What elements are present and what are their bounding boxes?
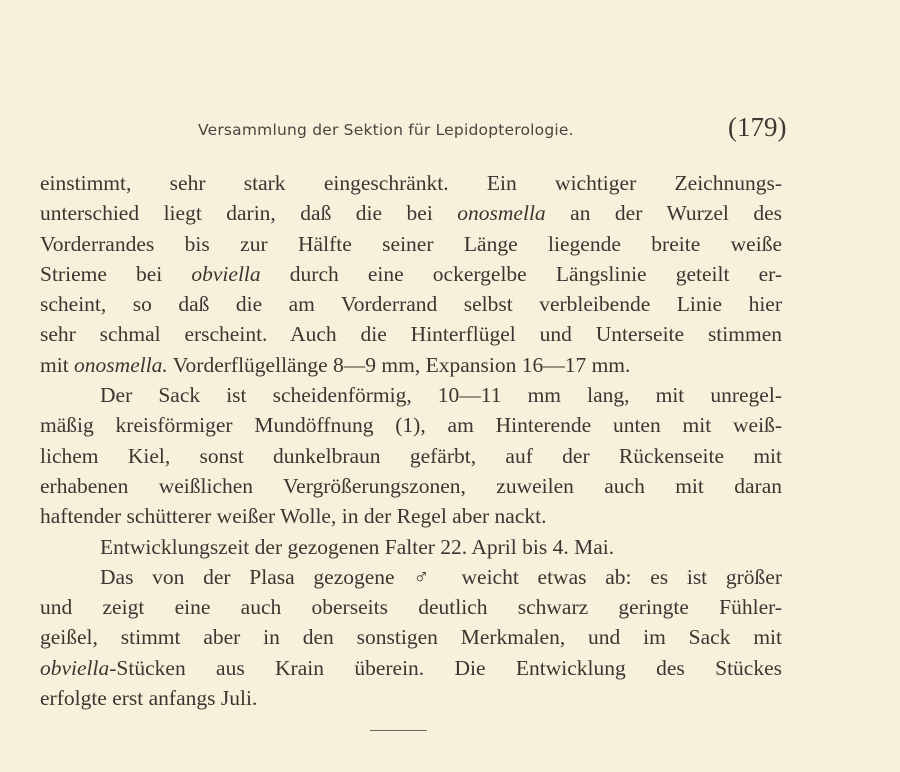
text-line	[40, 471, 782, 501]
text-run: haftender schütterer weißer Wolle, in der Regel aber nackt.	[40, 504, 547, 529]
text-run: erfolgte erst anfangs Juli.	[40, 686, 258, 711]
text-run: geißel, stimmt aber in den sonstigen Merkmalen, und im Sack mit	[40, 625, 782, 650]
text-run: sehr schmal erscheint. Auch die Hinterflügel und Unterseite stimmen	[40, 322, 782, 347]
italic-term: obviella	[191, 261, 261, 286]
text-line	[40, 622, 782, 652]
closing-rule	[370, 730, 427, 731]
text-run: unterschied liegt darin, daß die bei	[40, 201, 458, 226]
text-line	[40, 319, 782, 349]
text-run: mäßig kreisförmiger Mundöffnung (1), am Hinterende unten mit weiß-	[40, 413, 782, 438]
text-line	[40, 198, 782, 228]
text-line	[40, 441, 782, 471]
text-run: lichem Kiel, sonst dunkelbraun gefärbt, auf der Rückenseite mit	[40, 443, 782, 468]
text-line	[40, 289, 782, 319]
text-line	[40, 259, 782, 289]
text-run: erhabenen weißlichen Vergrößerungszonen, zuweilen auch mit daran	[40, 473, 782, 498]
text-run: mit	[40, 352, 75, 377]
text-run: Vorderrandes bis zur Hälfte seiner Länge liegende breite weiße	[40, 231, 782, 256]
text-run: Strieme bei	[40, 261, 192, 286]
text-run: einstimmt, sehr stark eingeschränkt. Ein wichtiger Zeichnungs-	[40, 171, 782, 195]
text-line	[40, 653, 782, 683]
italic-term: onosmella.	[74, 352, 168, 377]
page-number: (179)	[728, 112, 787, 142]
text-run: durch eine ockergelbe Längslinie geteilt er-	[260, 261, 782, 286]
text-line	[40, 350, 782, 380]
italic-term: obviella	[40, 655, 110, 680]
text-run: scheint, so daß die am Vorderrand selbst verbleibende Linie hier	[40, 292, 782, 317]
text-run: Das von der Plasa gezogene ♂ weicht etwas ab: es ist größer	[100, 564, 782, 589]
text-line	[40, 168, 782, 198]
text-run: Der Sack ist scheidenförmig, 10—11 mm lang, mit unregel-	[100, 383, 782, 408]
text-line	[40, 380, 782, 410]
text-run: an der Wurzel des	[545, 201, 782, 226]
text-run: Vorderflügellänge 8—9 mm, Expansion 16—17 mm.	[167, 352, 631, 377]
text-line	[40, 501, 782, 531]
text-line	[40, 410, 782, 440]
text-run: -Stücken aus Krain überein. Die Entwicklung des Stückes	[109, 655, 782, 680]
text-line	[40, 592, 782, 622]
text-line	[40, 683, 782, 713]
body-text	[40, 168, 782, 713]
text-line	[40, 562, 782, 592]
text-line	[40, 532, 782, 562]
text-line	[40, 229, 782, 259]
running-title: Versammlung der Sektion für Lepidopterologie.	[198, 121, 574, 139]
italic-term: onosmella	[457, 201, 546, 226]
text-run: Entwicklungszeit der gezogenen Falter 22. April bis 4. Mai.	[100, 534, 615, 559]
running-head	[0, 112, 900, 146]
text-run: und zeigt eine auch oberseits deutlich schwarz geringte Fühler-	[40, 595, 782, 620]
